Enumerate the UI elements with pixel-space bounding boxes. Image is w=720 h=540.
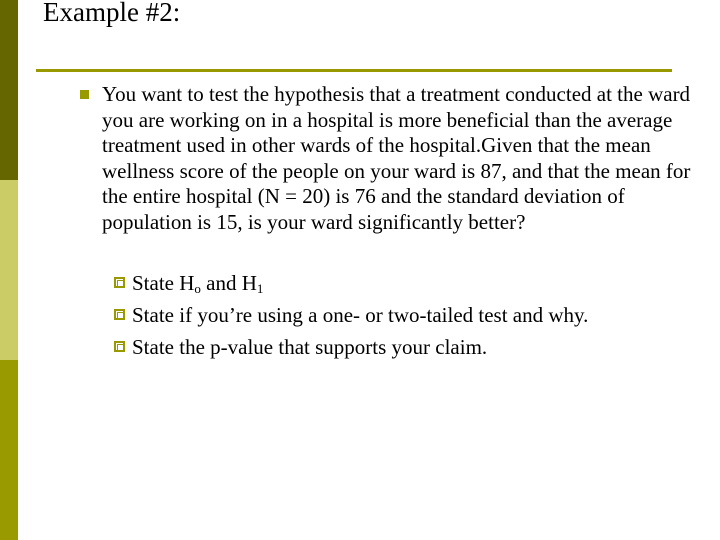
square-bullet-icon: [80, 90, 89, 99]
sub-bullet-item: [114, 299, 704, 331]
sidebar-segment-bottom: [0, 360, 18, 540]
slide-title: Example #2:: [43, 0, 181, 27]
sidebar-segment-top: [0, 0, 18, 180]
main-bullet-text: You want to test the hypothesis that a treatment conducted at the ward you are working on in a hospital is more beneficial than the average treatment used in other wards of the hospital.Given that the mean wellness score of the people on your ward is 87, and that the mean for the entire hospital (N = 20) is 76 and the standard deviation of population is 15, is your ward significantly better?: [102, 82, 691, 234]
subscript-o: o: [194, 281, 201, 296]
sub-bullet-text: State $H_o$ and $H_1$: [132, 271, 264, 296]
title-divider: [36, 69, 672, 72]
sub-bullet-list: [114, 267, 704, 363]
checkbox-bullet-icon: [114, 341, 125, 352]
subscript-1: 1: [256, 281, 264, 296]
sub-bullet-text: State the p-value that supports your claim.: [132, 335, 488, 359]
sub-bullet-text: State if you’re using a one- or two-tailed test and why.: [132, 303, 589, 327]
sidebar-segment-middle: [0, 180, 18, 360]
sub-bullet-item: [114, 267, 704, 299]
sub-bullet-item: [114, 331, 704, 363]
checkbox-bullet-icon: [114, 309, 125, 320]
checkbox-bullet-icon: [114, 277, 125, 288]
